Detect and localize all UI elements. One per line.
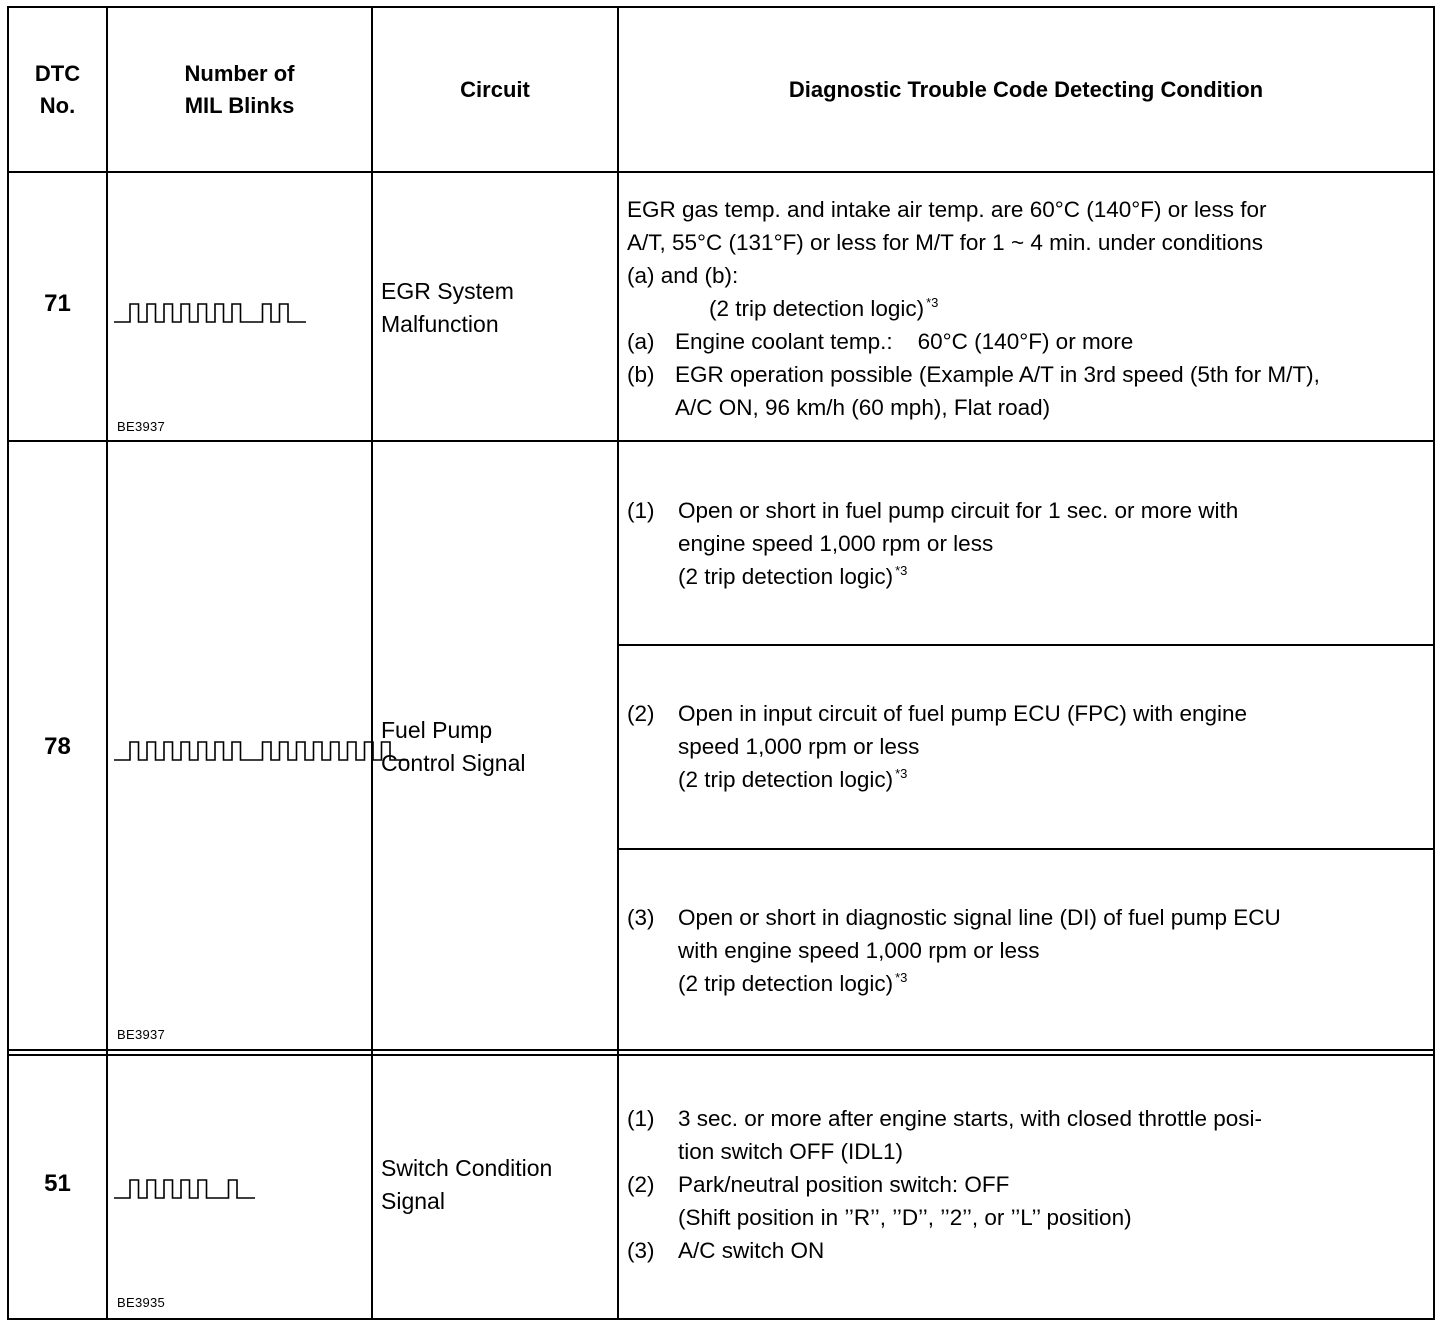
dtc-number: 71 [44,290,71,317]
column-divider [106,6,108,1320]
circuit-name [381,1152,613,1218]
item-label: (b) [627,362,655,387]
item-label: (2) [627,1172,655,1197]
item-label: (2) [627,701,655,726]
condition-item [627,1102,1427,1168]
circuit-line: EGR System [381,278,514,304]
image-code: BE3937 [117,1027,166,1042]
circuit-line: Signal [381,1188,445,1214]
condition-item [627,358,1427,424]
item-text: A/C ON, 96 km/h (60 mph), Flat road) [675,395,1051,420]
item-text: tion switch OFF (IDL1) [678,1139,904,1164]
detection-logic [627,292,1427,325]
footnote-mark: *3 [895,563,908,578]
image-code: BE3937 [117,419,166,434]
header-dtc-line1: DTC [34,60,81,86]
image-code: BE3935 [117,1295,166,1310]
circuit-line: Switch Condition [381,1155,553,1181]
header-dtc-no [9,8,106,171]
header-blinks-line1: Number of [184,60,295,86]
sub-row-divider [619,848,1435,850]
header-dtc-line2: No. [39,92,76,118]
detection-logic-text: (2 trip detection logic) [678,767,894,792]
column-divider [617,6,619,1320]
item-text: EGR operation possible (Example A/T in 3rd speed (5th for M/T), [675,362,1320,387]
detection-logic-text: (2 trip detection logic) [678,564,894,589]
condition-item [627,1234,1427,1267]
condition-line: A/T, 55°C (131°F) or less for M/T for 1 ~ 4 min. under conditions [627,230,1263,255]
item-text: A/C switch ON [678,1238,825,1263]
detection-logic [678,763,1427,796]
condition-line: EGR gas temp. and intake air temp. are 60°C (140°F) or less for [627,197,1267,222]
detection-logic [678,560,1427,593]
condition-item [627,325,1427,358]
item-text: Open or short in diagnostic signal line (DI) of fuel pump ECU [678,905,1281,930]
table-border-bottom [7,1318,1435,1320]
footnote-mark: *3 [926,295,939,310]
column-divider [371,6,373,1320]
row-divider-double [7,1049,1435,1051]
header-blinks-line2: MIL Blinks [184,92,295,118]
item-text: Engine coolant temp.: 60°C (140°F) or more [675,329,1134,354]
circuit-name [381,714,613,780]
mil-blink-pattern [114,300,344,330]
row-divider-double [7,1054,1435,1056]
item-label: (1) [627,498,655,523]
detection-logic [678,967,1427,1000]
condition-block [627,193,1427,424]
item-text: with engine speed 1,000 rpm or less [678,938,1040,963]
dtc-number: 51 [44,1170,71,1197]
condition-item [627,697,1427,796]
mil-blink-pattern [114,738,364,768]
item-text: Open in input circuit of fuel pump ECU (FPC) with engine [678,701,1248,726]
item-label: (a) [627,329,655,354]
table-border-right [1433,6,1435,1320]
dtc-number: 78 [44,733,71,760]
header-circuit: Circuit [460,76,530,102]
mil-blink-pattern [114,1176,304,1206]
header-mil-blinks [108,8,371,171]
condition-item [627,494,1427,593]
condition-line: (a) and (b): [627,263,739,288]
header-divider [7,171,1435,173]
item-label: (3) [627,1238,655,1263]
item-label: (3) [627,905,655,930]
row-divider [7,440,1435,442]
table-border-left [7,6,9,1320]
header-condition: Diagnostic Trouble Code Detecting Condition [788,76,1264,102]
item-text: Park/neutral position switch: OFF [678,1172,1010,1197]
circuit-line: Fuel Pump [381,717,493,743]
detection-logic-text: (2 trip detection logic) [678,971,894,996]
item-text: (Shift position in ’’R’’, ’’D’’, ’’2’’, or ’’L’’ position) [678,1205,1132,1230]
item-label: (1) [627,1106,655,1131]
footnote-mark: *3 [895,766,908,781]
item-text: Open or short in fuel pump circuit for 1 sec. or more with [678,498,1239,523]
item-text: engine speed 1,000 rpm or less [678,531,994,556]
circuit-line: Malfunction [381,311,499,337]
circuit-line: Control Signal [381,750,526,776]
condition-item [627,1168,1427,1234]
circuit-name [381,275,613,341]
sub-row-divider [619,644,1435,646]
item-text: speed 1,000 rpm or less [678,734,920,759]
condition-item [627,901,1427,1000]
item-text: 3 sec. or more after engine starts, with closed throttle posi- [678,1106,1263,1131]
footnote-mark: *3 [895,970,908,985]
detection-logic-text: (2 trip detection logic) [709,296,925,321]
condition-block [627,1102,1427,1267]
